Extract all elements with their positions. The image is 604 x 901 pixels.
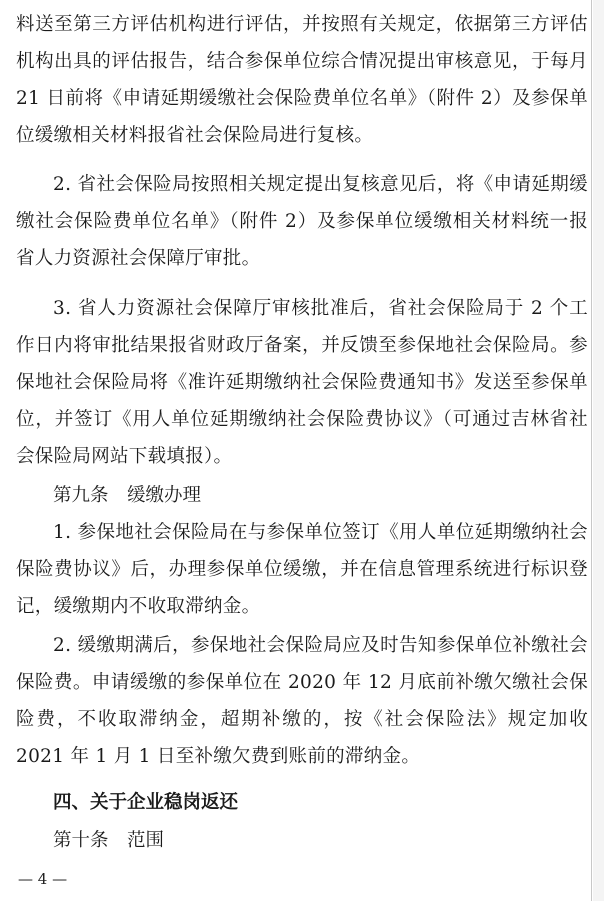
paragraph-approval: 3. 省人力资源社会保障厅审核批准后，省社会保险局于 2 个工作日内将审批结果报省财政厅备案，并反馈至参保地社会保险局。参保地社会保险局将《准许延期缴纳社会保险费通知书》发送至参保单位，并签订《用人单位延期缴纳社会保险费协议》（可通过吉林省社会保险局网站下载填报）。 xyxy=(16,298,588,467)
window-edge xyxy=(593,0,604,901)
paragraph-review: 2. 省社会保险局按照相关规定提出复核意见后，将《申请延期缓缴社会保险费单位名单》（附件 2）及参保单位缓缴相关材料统一报省人力资源社会保障厅审批。 xyxy=(16,174,589,269)
section-4-heading: 四、关于企业稳岗返还 xyxy=(53,792,239,813)
paragraph-deferral-processing: 1. 参保地社会保险局在与参保单位签订《用人单位延期缴纳社会保险费协议》后，办理参保单位缓缴，并在信息管理系统进行标识登记，缓缴期内不收取滞纳金。 xyxy=(16,522,588,617)
article-10-heading: 第十条 范围 xyxy=(53,830,165,851)
page-number: — 4 — xyxy=(18,870,68,888)
paragraph-deferral-expiry: 2. 缓缴期满后，参保地社会保险局应及时告知参保单位补缴社会保险费。申请缓缴的参保单位在 2020 年 12 月底前补缴欠缴社会保险费，不收取滞纳金，超期补缴的，按《社会保险法》规定加收 2021 年 1 月 1 日至补缴欠费到账前的滞纳金。 xyxy=(16,635,588,767)
article-9-heading: 第九条 缓缴办理 xyxy=(53,485,202,506)
paragraph-evaluation: 料送至第三方评估机构进行评估，并按照有关规定，依据第三方评估机构出具的评估报告，结合参保单位综合情况提出审核意见，于每月 21 日前将《申请延期缓缴社会保险费单位名单》（附件 2）及参保单位缓缴相关材料报省社会保险局进行复核。 xyxy=(16,14,588,146)
